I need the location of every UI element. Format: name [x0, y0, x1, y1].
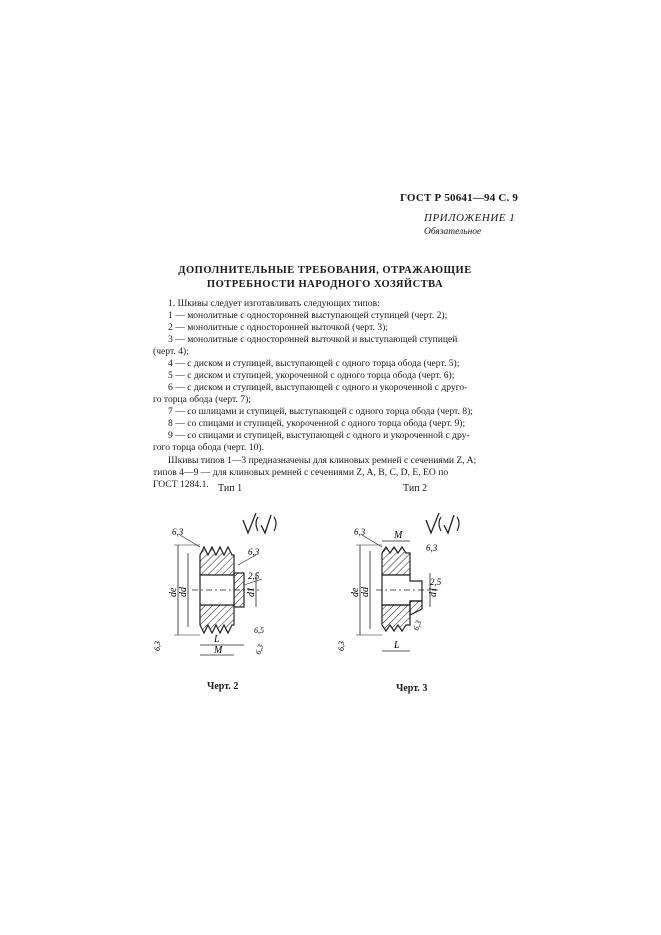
roughness-label: 6,3 — [337, 641, 346, 651]
dimension-l-label: L — [394, 640, 400, 651]
roughness-label: 2,5 — [248, 571, 260, 581]
section-title-line-2: ПОТРЕБНОСТИ НАРОДНОГО ХОЗЯЙСТВА — [206, 279, 444, 290]
figure-2-caption: Черт. 3 — [396, 683, 428, 694]
figure-1-drawing — [150, 505, 300, 665]
body-line: 6 — с диском и ступицей, выступающей с одного и укороченной с друго- — [168, 382, 468, 393]
roughness-label: 2,5 — [430, 577, 442, 587]
body-line: 7 — со шлицами и ступицей, выступающей с одного торца обода (черт. 8); — [168, 406, 473, 417]
body-line: 3 — монолитные с односторонней выточкой и выступающей ступицей — [168, 334, 458, 345]
roughness-label: 6,3 — [248, 547, 260, 557]
body-line: 1. Шкивы следует изготавливать следующих типов: — [168, 298, 380, 309]
body-line: 5 — с диском и ступицей, укороченной с одного торца обода (черт. 6); — [168, 370, 455, 381]
dimension-m-label: M — [394, 530, 403, 541]
dimension-d1-label: d1 — [428, 587, 439, 597]
body-line: 1 — монолитные с односторонней выступающей ступицей (черт. 2); — [168, 310, 448, 321]
mandatory-label: Обязательное — [424, 227, 482, 237]
roughness-label: 6,3 — [426, 543, 438, 553]
body-line: го торца обода (черт. 7); — [153, 394, 251, 405]
figure-1-title: Тип 1 — [218, 483, 243, 494]
section-title-line-1: ДОПОЛНИТЕЛЬНЫЕ ТРЕБОВАНИЯ, ОТРАЖАЮЩИЕ — [178, 265, 472, 276]
dimension-dd-label: dd — [178, 587, 189, 597]
dimension-de-label: de — [350, 587, 361, 597]
dimension-l-label: L — [214, 634, 220, 645]
dimension-m-label: M — [214, 645, 223, 656]
roughness-label: 6,3 — [354, 527, 366, 537]
document-reference: ГОСТ Р 50641—94 С. 9 — [400, 192, 519, 204]
body-line: Шкивы типов 1—3 предназначены для клиновых ремней с сечениями Z, A; — [168, 455, 477, 466]
body-line: 2 — монолитные с односторонней выточкой (черт. 3); — [168, 322, 389, 333]
roughness-symbol-icon — [243, 513, 276, 533]
dimension-de-label: de — [168, 587, 179, 597]
figure-2-title: Тип 2 — [403, 483, 428, 494]
roughness-label: 6,3 — [172, 527, 184, 537]
dimension-d1-label: d1 — [246, 587, 257, 597]
body-line: ГОСТ 1284.1. — [153, 479, 209, 490]
roughness-label: 6,3 — [153, 641, 162, 651]
dimension-dd-label: dd — [360, 587, 371, 597]
body-line: 9 — со спицами и ступицей, выступающей с одного и укороченной с дру- — [168, 430, 470, 441]
appendix-label: ПРИЛОЖЕНИЕ 1 — [424, 212, 516, 224]
roughness-symbol-icon — [426, 513, 459, 533]
roughness-label: 6,3 — [253, 643, 266, 656]
body-line: 8 — со спицами и ступицей, укороченной с одного торца обода (черт. 9); — [168, 418, 466, 429]
figure-2-drawing — [338, 505, 488, 665]
body-line: 4 — с диском и ступицей, выступающей с одного торца обода (черт. 5); — [168, 358, 460, 369]
roughness-label: 6,3 — [411, 619, 424, 632]
body-line: гого торца обода (черт. 10). — [153, 442, 264, 453]
body-line: (черт. 4); — [153, 346, 189, 357]
roughness-label: 6,5 — [254, 626, 264, 635]
figure-1-caption: Черт. 2 — [207, 681, 239, 692]
body-line: типов 4—9 — для клиновых ремней с сечениями Z, A, B, C, D, E, EO по — [153, 467, 449, 478]
